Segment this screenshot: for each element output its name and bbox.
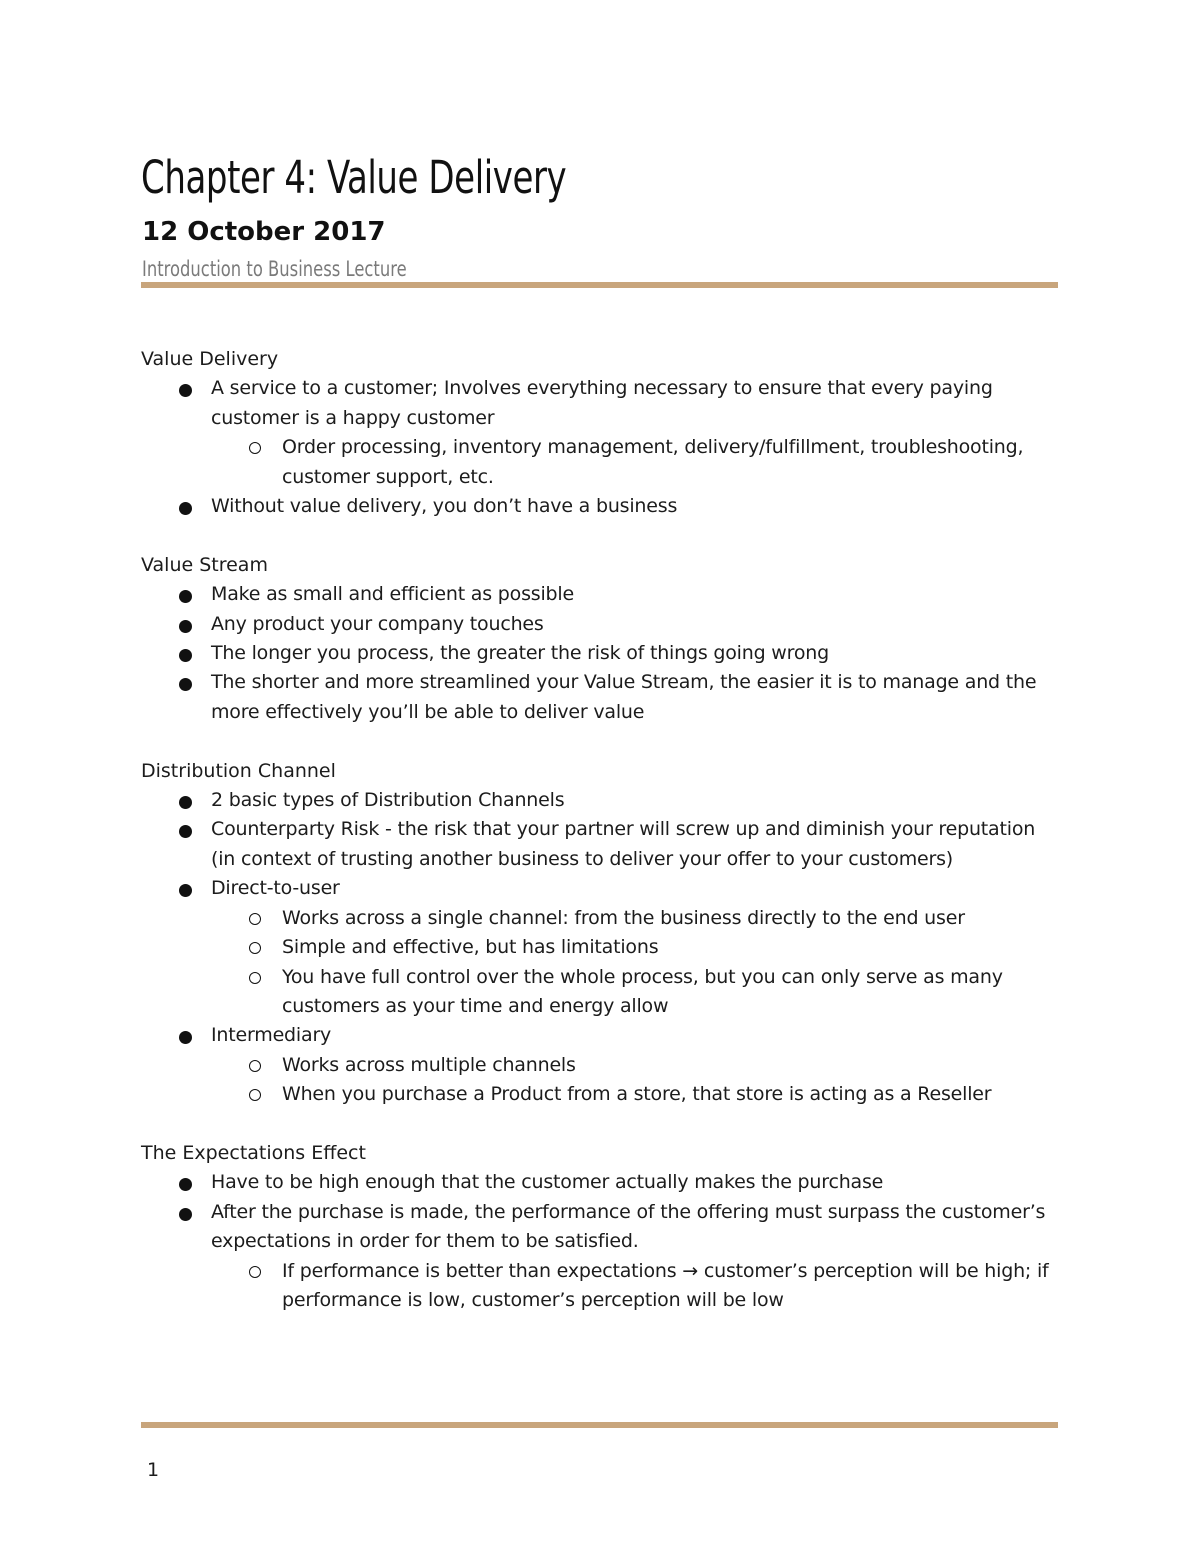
list-item-text: 2 basic types of Distribution Channels (211, 789, 565, 812)
list-item (141, 1021, 1061, 1109)
bullet-list (141, 786, 1061, 1109)
list-item (141, 492, 1061, 521)
list-item (141, 668, 1061, 727)
list-item-text: Make as small and efficient as possible (211, 583, 574, 606)
notes-section (141, 757, 1061, 1110)
filled-bullet-icon (179, 649, 192, 662)
sub-list-item-text: Works across a single channel: from the business directly to the end user (282, 906, 965, 929)
list-item (141, 1198, 1061, 1316)
bullet-list (141, 1168, 1061, 1315)
notes-section (141, 345, 1061, 521)
hollow-bullet-icon (249, 1266, 261, 1278)
sub-list-item (211, 1080, 1061, 1109)
list-item-text: Counterparty Risk - the risk that your partner will screw up and diminish your reputation (in context of trusting another business to deliver your offer to your customers) (211, 818, 1036, 870)
sub-list-item-text: If performance is better than expectations → customer’s perception will be high; if performance is low, customer’s perception will be low (282, 1259, 1049, 1311)
sub-list-item (211, 1257, 1061, 1316)
section-heading: The Expectations Effect (141, 1141, 366, 1164)
document-subtitle: Introduction to Business Lecture (142, 257, 407, 281)
document-date: 12 October 2017 (142, 217, 386, 247)
sub-list-item (211, 904, 1061, 933)
list-item-text: Have to be high enough that the customer actually makes the purchase (211, 1171, 884, 1194)
sub-bullet-list (211, 1051, 1061, 1110)
sub-list-item-text: Works across multiple channels (282, 1053, 576, 1076)
filled-bullet-icon (179, 1031, 192, 1044)
list-item (141, 580, 1061, 609)
list-item-text: The shorter and more streamlined your Value Stream, the easier it is to manage and the more effectively you’ll be able to deliver value (211, 671, 1037, 723)
list-item (141, 374, 1061, 492)
list-item-text: Intermediary (211, 1024, 332, 1047)
bullet-list (141, 580, 1061, 727)
list-item-text: Without value delivery, you don’t have a business (211, 495, 678, 518)
page-title: Chapter 4: Value Delivery (141, 151, 567, 204)
filled-bullet-icon (179, 796, 192, 809)
sub-list-item-text: When you purchase a Product from a store, that store is acting as a Reseller (282, 1083, 992, 1106)
sub-bullet-list (211, 904, 1061, 1022)
hollow-bullet-icon (249, 972, 261, 984)
filled-bullet-icon (179, 502, 192, 515)
list-item (141, 1168, 1061, 1197)
sub-list-item-text: You have full control over the whole process, but you can only serve as many customers as your time and energy allow (282, 965, 1003, 1017)
hollow-bullet-icon (249, 913, 261, 925)
list-item-text: A service to a customer; Involves everything necessary to ensure that every paying customer is a happy customer (211, 377, 993, 429)
list-item-text: Direct-to-user (211, 877, 340, 900)
list-item (141, 874, 1061, 1021)
header-divider (141, 282, 1058, 288)
bullet-list (141, 374, 1061, 521)
filled-bullet-icon (179, 384, 192, 397)
sub-list-item (211, 933, 1061, 962)
filled-bullet-icon (179, 1178, 192, 1191)
sub-list-item (211, 1051, 1061, 1080)
sub-bullet-list (211, 433, 1061, 492)
sub-list-item (211, 433, 1061, 492)
list-item (141, 610, 1061, 639)
sub-bullet-list (211, 1257, 1061, 1316)
sub-list-item-text: Simple and effective, but has limitations (282, 936, 659, 959)
notes-section (141, 551, 1061, 727)
notes-section (141, 1139, 1061, 1315)
hollow-bullet-icon (249, 1060, 261, 1072)
list-item (141, 786, 1061, 815)
sub-list-item-text: Order processing, inventory management, delivery/fulfillment, troubleshooting, customer support, etc. (282, 436, 1024, 488)
filled-bullet-icon (179, 884, 192, 897)
list-item-text: Any product your company touches (211, 612, 544, 635)
section-heading: Value Stream (141, 553, 268, 576)
page-number: 1 (147, 1459, 160, 1481)
filled-bullet-icon (179, 590, 192, 603)
filled-bullet-icon (179, 1208, 192, 1221)
list-item-text: After the purchase is made, the performance of the offering must surpass the customer’s expectations in order for them to be satisfied. (211, 1200, 1046, 1253)
filled-bullet-icon (179, 620, 192, 633)
notes-body (141, 345, 1061, 1315)
filled-bullet-icon (179, 678, 192, 691)
hollow-bullet-icon (249, 1089, 261, 1101)
list-item (141, 815, 1061, 874)
filled-bullet-icon (179, 825, 192, 838)
section-heading: Distribution Channel (141, 759, 336, 782)
hollow-bullet-icon (249, 942, 261, 954)
sub-list-item (211, 963, 1061, 1022)
hollow-bullet-icon (249, 442, 261, 454)
footer-divider (141, 1422, 1058, 1428)
section-heading: Value Delivery (141, 348, 279, 370)
list-item-text: The longer you process, the greater the risk of things going wrong (211, 642, 829, 665)
list-item (141, 639, 1061, 668)
